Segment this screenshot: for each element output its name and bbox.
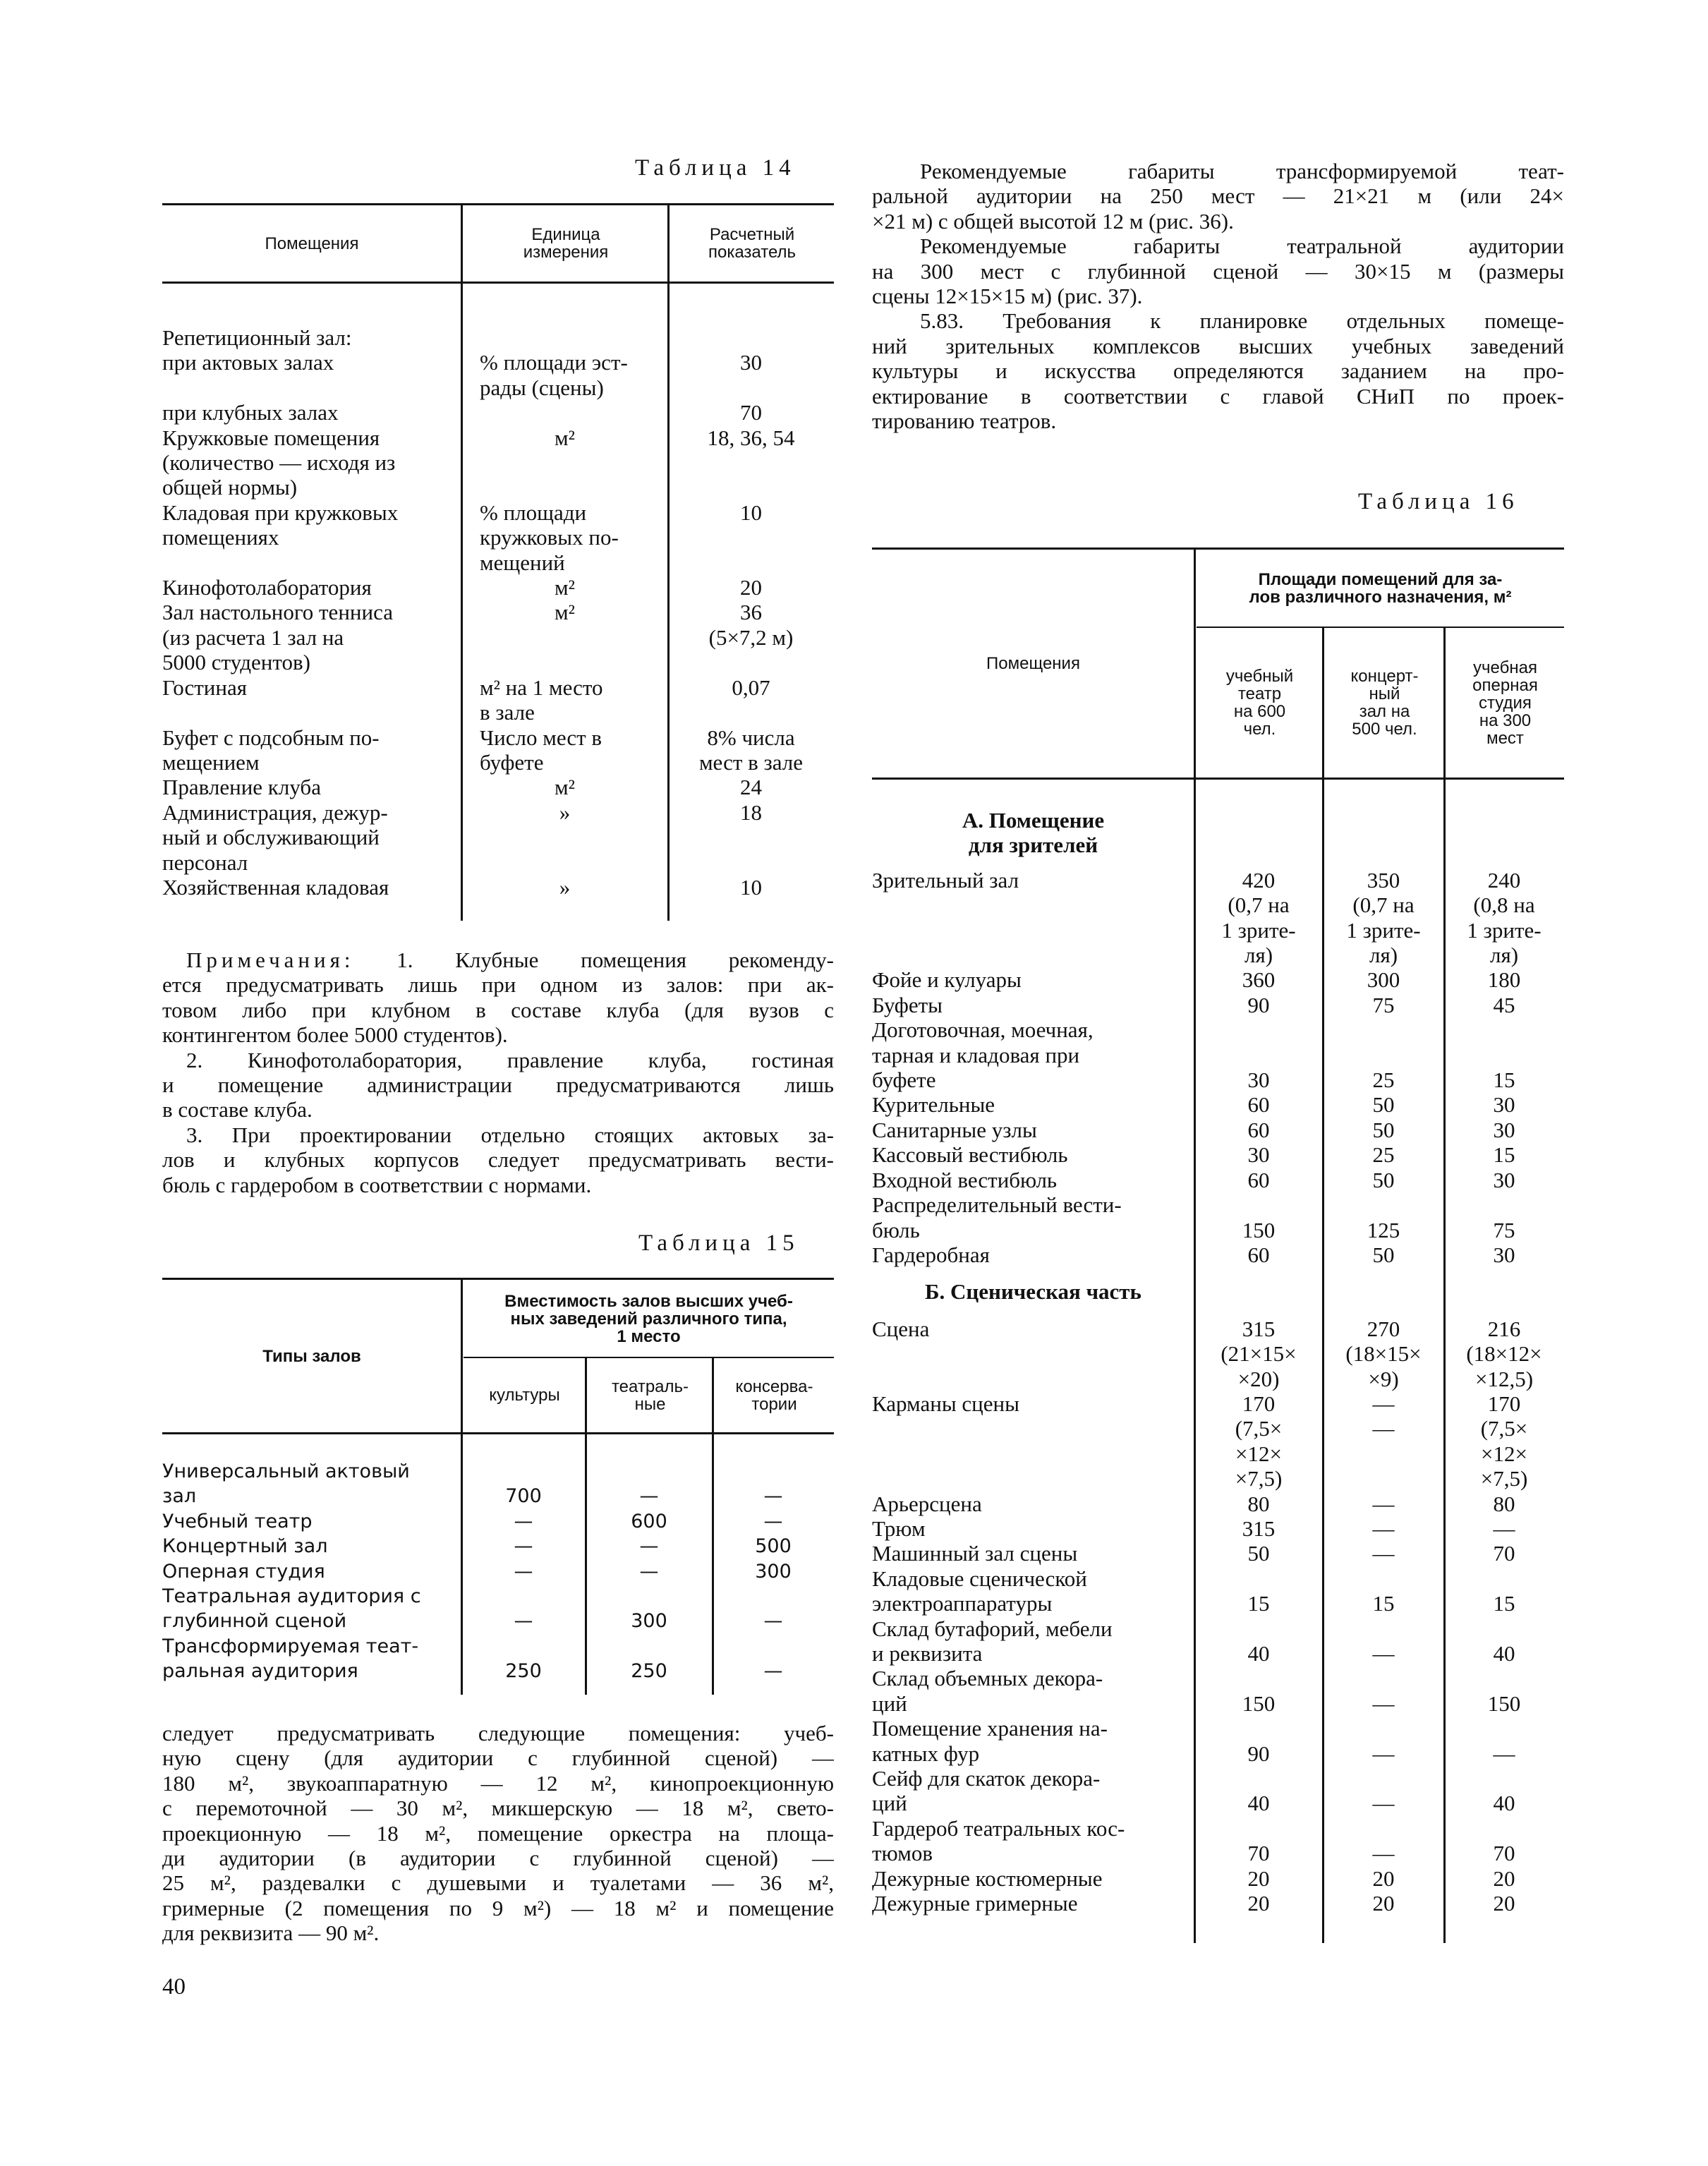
table-cell: 15 [1372,1591,1395,1616]
table15-sub-header: театраль- ные [611,1377,689,1414]
notes [162,948,834,1197]
table-row [872,1816,1564,1866]
table-cell: 50 [1372,1242,1395,1267]
table15-caption: Таблица 15 [638,1230,799,1256]
table-cell: 24 [740,775,762,800]
table-cell: 315 (21×15× ×20) [1221,1316,1297,1391]
table-row [872,1092,1564,1117]
table16-body [872,808,1564,1916]
table16-sub-header: учебный театр на 600 чел. [1225,667,1294,739]
paragraph [162,1721,834,1946]
table-row [162,1634,834,1684]
table-cell: » [559,799,571,825]
table-row [872,1866,1564,1891]
table-cell: 50 [1372,1092,1395,1118]
table-cell: Число мест в буфете [480,725,602,775]
table-cell: Трансформируемая теат- ральная аудитория [162,1635,419,1683]
table-cell: 500 [755,1535,792,1558]
table-cell: 18, 36, 54 [707,425,795,450]
table-cell: 20 [740,575,762,600]
table-cell: м² на 1 место в зале [480,674,603,725]
table-row [872,1516,1564,1541]
table15-header-rule [162,1432,834,1434]
paragraph [162,1048,834,1123]
table-cell: Машинный зал сцены [872,1541,1078,1566]
table-cell: 270 (18×15× ×9) [1345,1316,1422,1391]
table-cell: 90 [1247,1741,1270,1766]
table-row [162,800,834,875]
table-row [162,775,834,799]
table-cell: Кладовая при кружковых помещениях [162,500,399,550]
table-cell: 20 [1493,1865,1515,1891]
table-cell: — [1372,1791,1395,1816]
table-cell [1323,808,1444,858]
table-cell: 170 (7,5× ×12× ×7,5) [1480,1391,1528,1492]
table-cell: 70 [1493,1841,1515,1866]
paragraph [872,308,1564,433]
table-row [872,1891,1564,1916]
table-cell: — [639,1485,659,1508]
table-cell: 60 [1247,1117,1270,1142]
table14-body [162,325,834,900]
table-cell: 350 (0,7 на 1 зрите- ля) [1346,867,1421,968]
table-cell: Буфет с подсобным по- мещением [162,725,380,775]
table-row [162,675,834,725]
table-row [872,1716,1564,1766]
table-cell: 80 [1247,1491,1270,1516]
table-cell: 60 [1247,1092,1270,1118]
table-cell [461,400,668,425]
table-cell: 70 [1247,1841,1270,1866]
table-cell: 125 [1367,1217,1400,1242]
paragraph-line: тированию театров. [872,408,1057,433]
paragraph-line: 25 м², раздевалки с душевыми и туалетами — 36 м², [162,1870,834,1896]
table-cell: 216 (18×12× ×12,5) [1466,1316,1542,1391]
table-cell: Гостиная [162,674,247,700]
table-row [872,1541,1564,1566]
table-cell: — [763,1660,783,1683]
table16-sub-header: концерт- ный зал на 500 чел. [1350,667,1419,739]
table-cell: Буфеты [872,992,943,1017]
table-cell: 80 [1493,1491,1515,1516]
paragraph-line: бюль с гардеробом в соответствии с нормами. [162,1172,592,1197]
table-row [162,1509,834,1534]
table-cell: 300 [1367,967,1400,993]
table15-body [162,1459,834,1684]
table-cell: м² [555,575,575,600]
table-cell: — — [1372,1391,1395,1441]
table-cell: 25 [1372,1067,1395,1093]
table-cell: 20 [1247,1891,1270,1916]
table-row [872,967,1564,992]
table-cell [1194,808,1323,858]
paragraph-line [162,948,834,972]
table-cell: 250 [631,1660,667,1683]
table-cell: Кладовые сценической электроаппаратуры [872,1566,1087,1616]
table-row [872,1279,1564,1304]
table14-caption: Таблица 14 [635,155,796,181]
paragraph-line: сцены 12×15×15 м) (рис. 37). [872,283,1143,308]
paragraph-line: с перемоточной — 30 м², микшерскую — 18 м², свето- [162,1796,834,1821]
table-cell: Курительные [872,1092,995,1118]
table-cell: 15 [1493,1067,1515,1093]
table-cell: 240 (0,8 на 1 зрите- ля) [1467,867,1542,968]
table-cell: 8% числа мест в зале [698,725,804,775]
table-cell: Зрительный зал [872,867,1019,893]
table-cell: Санитарные узлы [872,1117,1037,1142]
table-row [872,993,1564,1017]
paragraph-line: культуры и искусства определяются заданием на про- [872,358,1564,384]
table-cell: 40 [1247,1791,1270,1816]
right-paragraphs [872,159,1564,433]
table-cell [1323,1279,1444,1304]
table-cell: 10 [740,500,762,525]
table-cell: Театральная аудитория с глубинной сценой [162,1585,421,1633]
table-cell: 18 [740,799,762,825]
table-row [162,875,834,900]
table-cell: % площади кружковых по- мещений [480,500,619,575]
table-cell: Кинофотолаборатория [162,575,372,600]
paragraph [162,1123,834,1197]
table-cell: 20 [1372,1891,1395,1916]
paragraph-line: ется предусматривать лишь при одном из залов: при ак- [162,972,834,998]
paragraph [162,948,834,1048]
table-cell: Распределительный вести- бюль [872,1192,1122,1242]
table-row [872,808,1564,858]
table-cell: — [1372,1541,1395,1566]
table-row [872,1118,1564,1142]
paragraph-line: ×21 м) с общей высотой 12 м (рис. 36). [872,208,1234,234]
paragraph-line: 180 м², звукоаппаратную — 12 м², кинопроекционную [162,1770,834,1796]
table-cell: Кассовый вестибюль [872,1142,1068,1168]
table16-header-rule [872,778,1564,780]
table-cell: 180 [1487,967,1521,993]
table-cell: Универсальный актовый зал [162,1460,410,1508]
table15-group-header: Вместимость залов высших учеб- ных заведений различного типа, 1 место [504,1291,793,1346]
table-cell: 25 [1372,1142,1395,1168]
table-row [162,425,834,500]
table-cell: Гардеробная [872,1242,990,1267]
table16-group-header: Площади помещений для за- лов различного назначения, м² [1249,570,1512,607]
table15-sub-header: культуры [489,1386,560,1405]
table-row [872,1616,1564,1666]
table-cell: 70 [1493,1541,1515,1566]
table-cell: 90 [1247,992,1270,1017]
table-cell: 60 [1247,1242,1270,1267]
table-cell: м² [555,775,575,800]
table-row [872,1017,1564,1092]
table-cell: 20 [1372,1865,1395,1891]
table-cell: Хозяйственная кладовая [162,874,389,900]
table-cell: Администрация, дежур- ный и обслуживающий персонал [162,799,388,875]
table15-sub-header: консерва- тории [735,1377,813,1414]
table-cell: 30 [1493,1092,1515,1118]
table-row [162,500,834,575]
table-row [872,1242,1564,1267]
table-row [872,1566,1564,1616]
table-cell: 15 [1247,1591,1270,1616]
table-cell: — [639,1535,659,1558]
table-cell: Входной вестибюль [872,1167,1058,1192]
table-cell: м² [555,600,575,625]
paragraph-after-table15 [162,1721,834,1946]
table-cell: Доготовочная, моечная, тарная и кладовая при буфете [872,1017,1094,1093]
table16-header-rooms: Помещения [986,654,1080,673]
paragraph-line: гримерные (2 помещения по 9 м²) — 18 м² и помещение [162,1895,834,1920]
paragraph-line: 5.83. Требования к планировке отдельных помеще- [920,308,1564,334]
paragraph-line: 3. При проектировании отдельно стоящих актовых за- [186,1122,834,1147]
table-cell: — [763,1510,783,1532]
table-cell: 15 [1493,1591,1515,1616]
table-cell: Учебный театр [162,1510,313,1532]
table-cell: — [639,1560,659,1583]
table-cell: — [514,1510,533,1532]
table-cell: 315 [1242,1515,1276,1541]
paragraph-line: проекционную — 18 м², помещение оркестра на площа- [162,1820,834,1846]
table-cell: 40 [1247,1641,1270,1666]
table14-header-rooms: Помещения [265,234,359,253]
table-cell: — [1493,1741,1515,1766]
paragraph-line: лов и клубных корпусов следует предусматривать вести- [162,1147,834,1173]
table-cell: — [514,1610,533,1633]
table-cell: 30 [1247,1142,1270,1168]
table-cell: — [1372,1690,1395,1716]
table-cell: 30 [1247,1067,1270,1093]
table-row [162,325,834,400]
table-cell: Фойе и кулуары [872,967,1022,993]
paragraph-line: ральной аудитории на 250 мест — 21×21 м (или 24× [872,183,1564,209]
table-cell: — [1372,1841,1395,1866]
paragraph-line: ди аудитории (в аудитории с глубинной сценой) — [162,1845,834,1870]
table-cell: 20 [1247,1865,1270,1891]
table-cell: 50 [1247,1541,1270,1566]
table-cell: Б. Сценическая часть [925,1279,1141,1305]
table-row [872,1317,1564,1391]
table-cell: 600 [631,1510,667,1532]
table16-caption: Таблица 16 [1358,489,1519,514]
paragraph-line: Рекомендуемые габариты трансформируемой теат- [920,159,1564,183]
table-cell: 700 [505,1485,542,1508]
table-cell: — [1372,1641,1395,1666]
table-cell: — [1372,1741,1395,1766]
table-cell: 300 [755,1560,792,1583]
table16-sub-header: учебная оперная студия на 300 мест [1472,658,1538,748]
paragraph-line: товом либо при клубном в составе клуба (для вузов с [162,997,834,1022]
table-cell: Концертный зал [162,1535,328,1558]
table-cell: Сейф для скаток декора- ций [872,1766,1101,1816]
table-cell: % площади эст- рады (сцены) [480,350,628,400]
table-cell: Правление клуба [162,775,321,800]
table-cell: 150 [1242,1690,1276,1716]
table-cell: Склад бутафорий, мебели и реквизита [872,1616,1113,1666]
table-cell: Оперная студия [162,1560,325,1583]
table-cell: 50 [1372,1167,1395,1192]
table-cell: 30 [740,350,762,375]
table-cell: — [514,1560,533,1583]
table-row [162,1459,834,1509]
table-cell: Дежурные костюмерные [872,1865,1103,1891]
table-row [872,1142,1564,1167]
table-cell: 0,07 [732,674,770,700]
table-cell: — [1493,1515,1515,1541]
table-cell: Зал настольного тенниса (из расчета 1 зал на 5000 студентов) [162,600,393,675]
table-cell: 170 (7,5× ×12× ×7,5) [1235,1391,1283,1492]
paragraph-line: Рекомендуемые габариты театральной аудитории [920,234,1564,259]
table-row [162,600,834,674]
notes-text: 1. Клубные помещения рекоменду- [354,948,834,972]
table-cell: 36 (5×7,2 м) [708,600,794,650]
table-cell: 75 [1493,1217,1515,1242]
table-cell: 420 (0,7 на 1 зрите- ля) [1221,867,1296,968]
table-cell: 40 [1493,1641,1515,1666]
table-cell: Гардероб театральных кос- тюмов [872,1815,1125,1866]
table-cell: 40 [1493,1791,1515,1816]
table-cell [1444,1279,1564,1304]
table-cell: при клубных залах [162,400,339,425]
table-cell: — [514,1535,533,1558]
table-row [162,400,834,425]
table-row [162,725,834,775]
table-row [872,1168,1564,1192]
table-cell: Репетиционный зал: при актовых залах [162,325,352,375]
table-cell [1194,1279,1323,1304]
table-row [162,1559,834,1584]
table-cell: 75 [1372,992,1395,1017]
table-row [872,1391,1564,1492]
table-row [872,1492,1564,1516]
paragraph-line: ний зрительных комплексов высших учебных заведений [872,333,1564,358]
paragraph-line: 2. Кинофотолаборатория, правление клуба, гостиная [186,1047,834,1072]
table-cell: Помещение хранения на- катных фур [872,1716,1108,1766]
table-cell: 60 [1247,1167,1270,1192]
table-cell: 30 [1493,1242,1515,1267]
table-cell: Склад объемных декора- ций [872,1666,1103,1716]
table-cell: — [763,1610,783,1633]
table-cell: Трюм [872,1515,926,1541]
table-cell: 15 [1493,1142,1515,1168]
page-number: 40 [162,1974,186,1999]
table-cell: 50 [1372,1117,1395,1142]
table-cell: 45 [1493,992,1515,1017]
table-cell: 30 [1493,1117,1515,1142]
table-cell: 150 [1487,1690,1521,1716]
paragraph [872,159,1564,234]
paragraph [872,234,1564,308]
table-row [162,575,834,600]
paragraph-line: следует предусматривать следующие помещения: учеб- [162,1721,834,1745]
paragraph-line: ную сцену (для аудитории с глубинной сценой) — [162,1745,834,1771]
paragraph-line: в составе клуба. [162,1097,313,1123]
table-cell: 10 [740,874,762,900]
table-row [162,1534,834,1559]
table14-header-unit: Единица измерения [523,225,609,262]
table-cell: Арьерсцена [872,1491,982,1516]
table14-header-rule [162,282,834,284]
table-cell: 30 [1493,1167,1515,1192]
table-cell: 70 [740,400,762,425]
table-cell: 150 [1242,1217,1276,1242]
table-row [162,1584,834,1634]
table-cell: 250 [505,1660,542,1683]
table-cell: Сцена [872,1316,930,1341]
table-row [872,868,1564,968]
paragraph-line: ектирование в соответствии с главой СНиП по проек- [872,383,1564,409]
table-cell: А. Помещение для зрителей [962,808,1105,858]
paragraph-line: контингентом более 5000 студентов). [162,1022,508,1048]
table-cell: Кружковые помещения (количество — исходя из общей нормы) [162,425,396,500]
table-cell: 360 [1242,967,1276,993]
paragraph-line: на 300 мест с глубинной сценой — 30×15 м (размеры [872,258,1564,284]
paragraph-line: для реквизита — 90 м². [162,1920,380,1946]
notes-lead: Примечания: [186,948,355,972]
table-cell: » [559,874,571,900]
table-row [872,1666,1564,1716]
paragraph-line: и помещение администрации предусматриваются лишь [162,1072,834,1097]
table-cell: 300 [631,1610,667,1633]
table15-header-types: Типы залов [262,1346,361,1366]
table-cell: м² [555,425,575,450]
table-cell: — [1372,1491,1395,1516]
table-row [872,1192,1564,1242]
table-cell: Дежурные гримерные [872,1891,1078,1916]
table-cell: — [763,1485,783,1508]
table-cell: — [1372,1515,1395,1541]
table-cell: Карманы сцены [872,1391,1019,1416]
table-cell: 20 [1493,1891,1515,1916]
table14-header-value: Расчетный показатель [708,225,797,262]
table-cell [1444,808,1564,858]
table-row [872,1766,1564,1816]
